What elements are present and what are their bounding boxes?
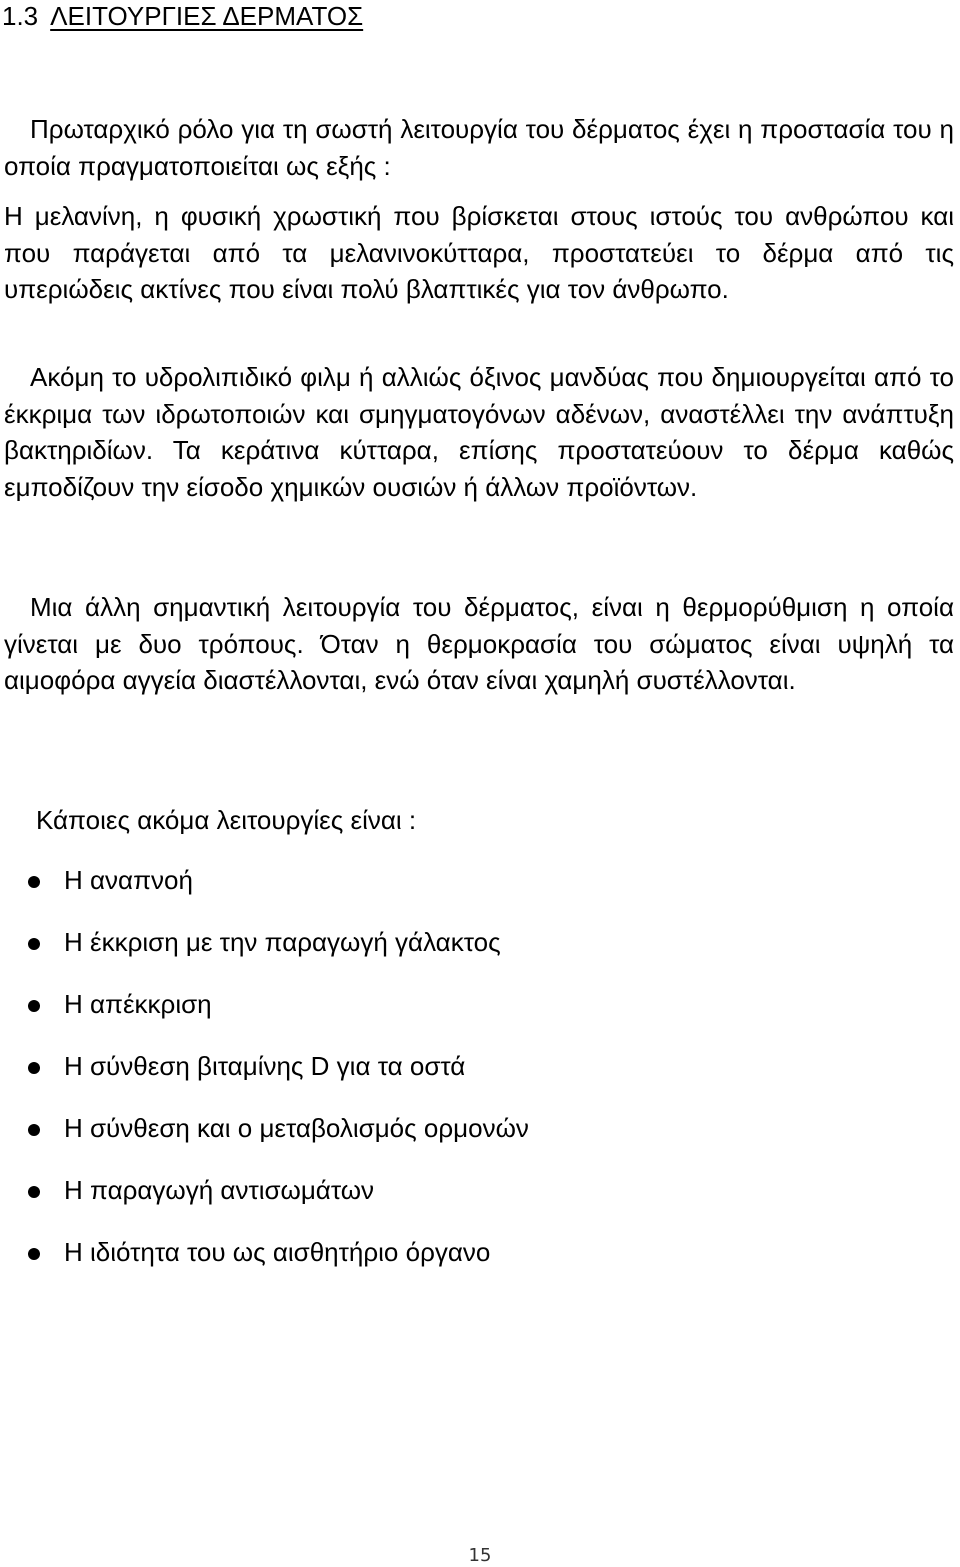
bullet-icon [28, 1124, 40, 1136]
paragraph-thermoregulation: Μια άλλη σημαντική λειτουργία του δέρματος, είναι η θερμορύθμιση η οποία γίνεται με δυο τρόπους. Όταν η θερμοκρασία του σώματος είναι υψηλή τα αιμοφόρα αγγεία διαστέλλονται, ενώ όταν είναι χαμηλή συστέλλονται. [4, 592, 954, 695]
section-title: ΛΕΙΤΟΥΡΓΙΕΣ ΔΕΡΜΑΤΟΣ [50, 1, 364, 31]
list-item-text: Η απέκκριση [64, 989, 212, 1019]
bullet-icon [28, 1186, 40, 1198]
bullet-icon [28, 1062, 40, 1074]
list-item-text: Η αναπνοή [64, 865, 193, 895]
bullet-icon [28, 876, 40, 888]
paragraph-protection-intro: Πρωταρχικό ρόλο για τη σωστή λειτουργία του δέρματος έχει η προστασία του η οποία πραγματοποιείται ως εξής : [4, 114, 954, 181]
bullet-icon [28, 1000, 40, 1012]
section-heading [2, 0, 363, 32]
functions-list [0, 862, 960, 1296]
list-intro: Κάποιες ακόμα λειτουργίες είναι : [36, 805, 417, 835]
list-item [0, 1172, 960, 1234]
paragraph-melanin: Η μελανίνη, η φυσική χρωστική που βρίσκεται στους ιστούς του ανθρώπου και που παράγεται από τα μελανινοκύτταρα, προστατεύει το δέρμα από τις υπεριώδεις ακτίνες που είναι πολύ βλαπτικές για τον άνθρωπο. [4, 201, 954, 304]
bullet-icon [28, 1248, 40, 1260]
list-item [0, 862, 960, 924]
list-item [0, 1048, 960, 1110]
page-number: 15 [468, 1545, 492, 1566]
list-item [0, 1110, 960, 1172]
list-item-text: Η σύνθεση βιταμίνης D για τα οστά [64, 1051, 466, 1081]
list-item [0, 986, 960, 1048]
list-item-text: Η σύνθεση και ο μεταβολισμός ορμονών [64, 1113, 529, 1143]
list-item [0, 924, 960, 986]
list-item [0, 1234, 960, 1296]
list-item-text: Η παραγωγή αντισωμάτων [64, 1175, 375, 1205]
paragraph-hydrolipid-film: Ακόμη το υδρολιπιδικό φιλμ ή αλλιώς όξινος μανδύας που δημιουργείται από το έκκριμα των ιδρωτοποιών και σμηγματογόνων αδένων, αναστέλλει την ανάπτυξη βακτηριδίων. Τα κεράτινα κύτταρα, επίσης προστατεύουν το δέρμα καθώς εμποδίζουν την είσοδο χημικών ουσιών ή άλλων προϊόντων. [4, 362, 954, 502]
list-item-text: Η ιδιότητα του ως αισθητήριο όργανο [64, 1237, 491, 1267]
bullet-icon [28, 938, 40, 950]
section-number: 1.3 [2, 1, 39, 31]
list-item-text: Η έκκριση με την παραγωγή γάλακτος [64, 927, 501, 957]
